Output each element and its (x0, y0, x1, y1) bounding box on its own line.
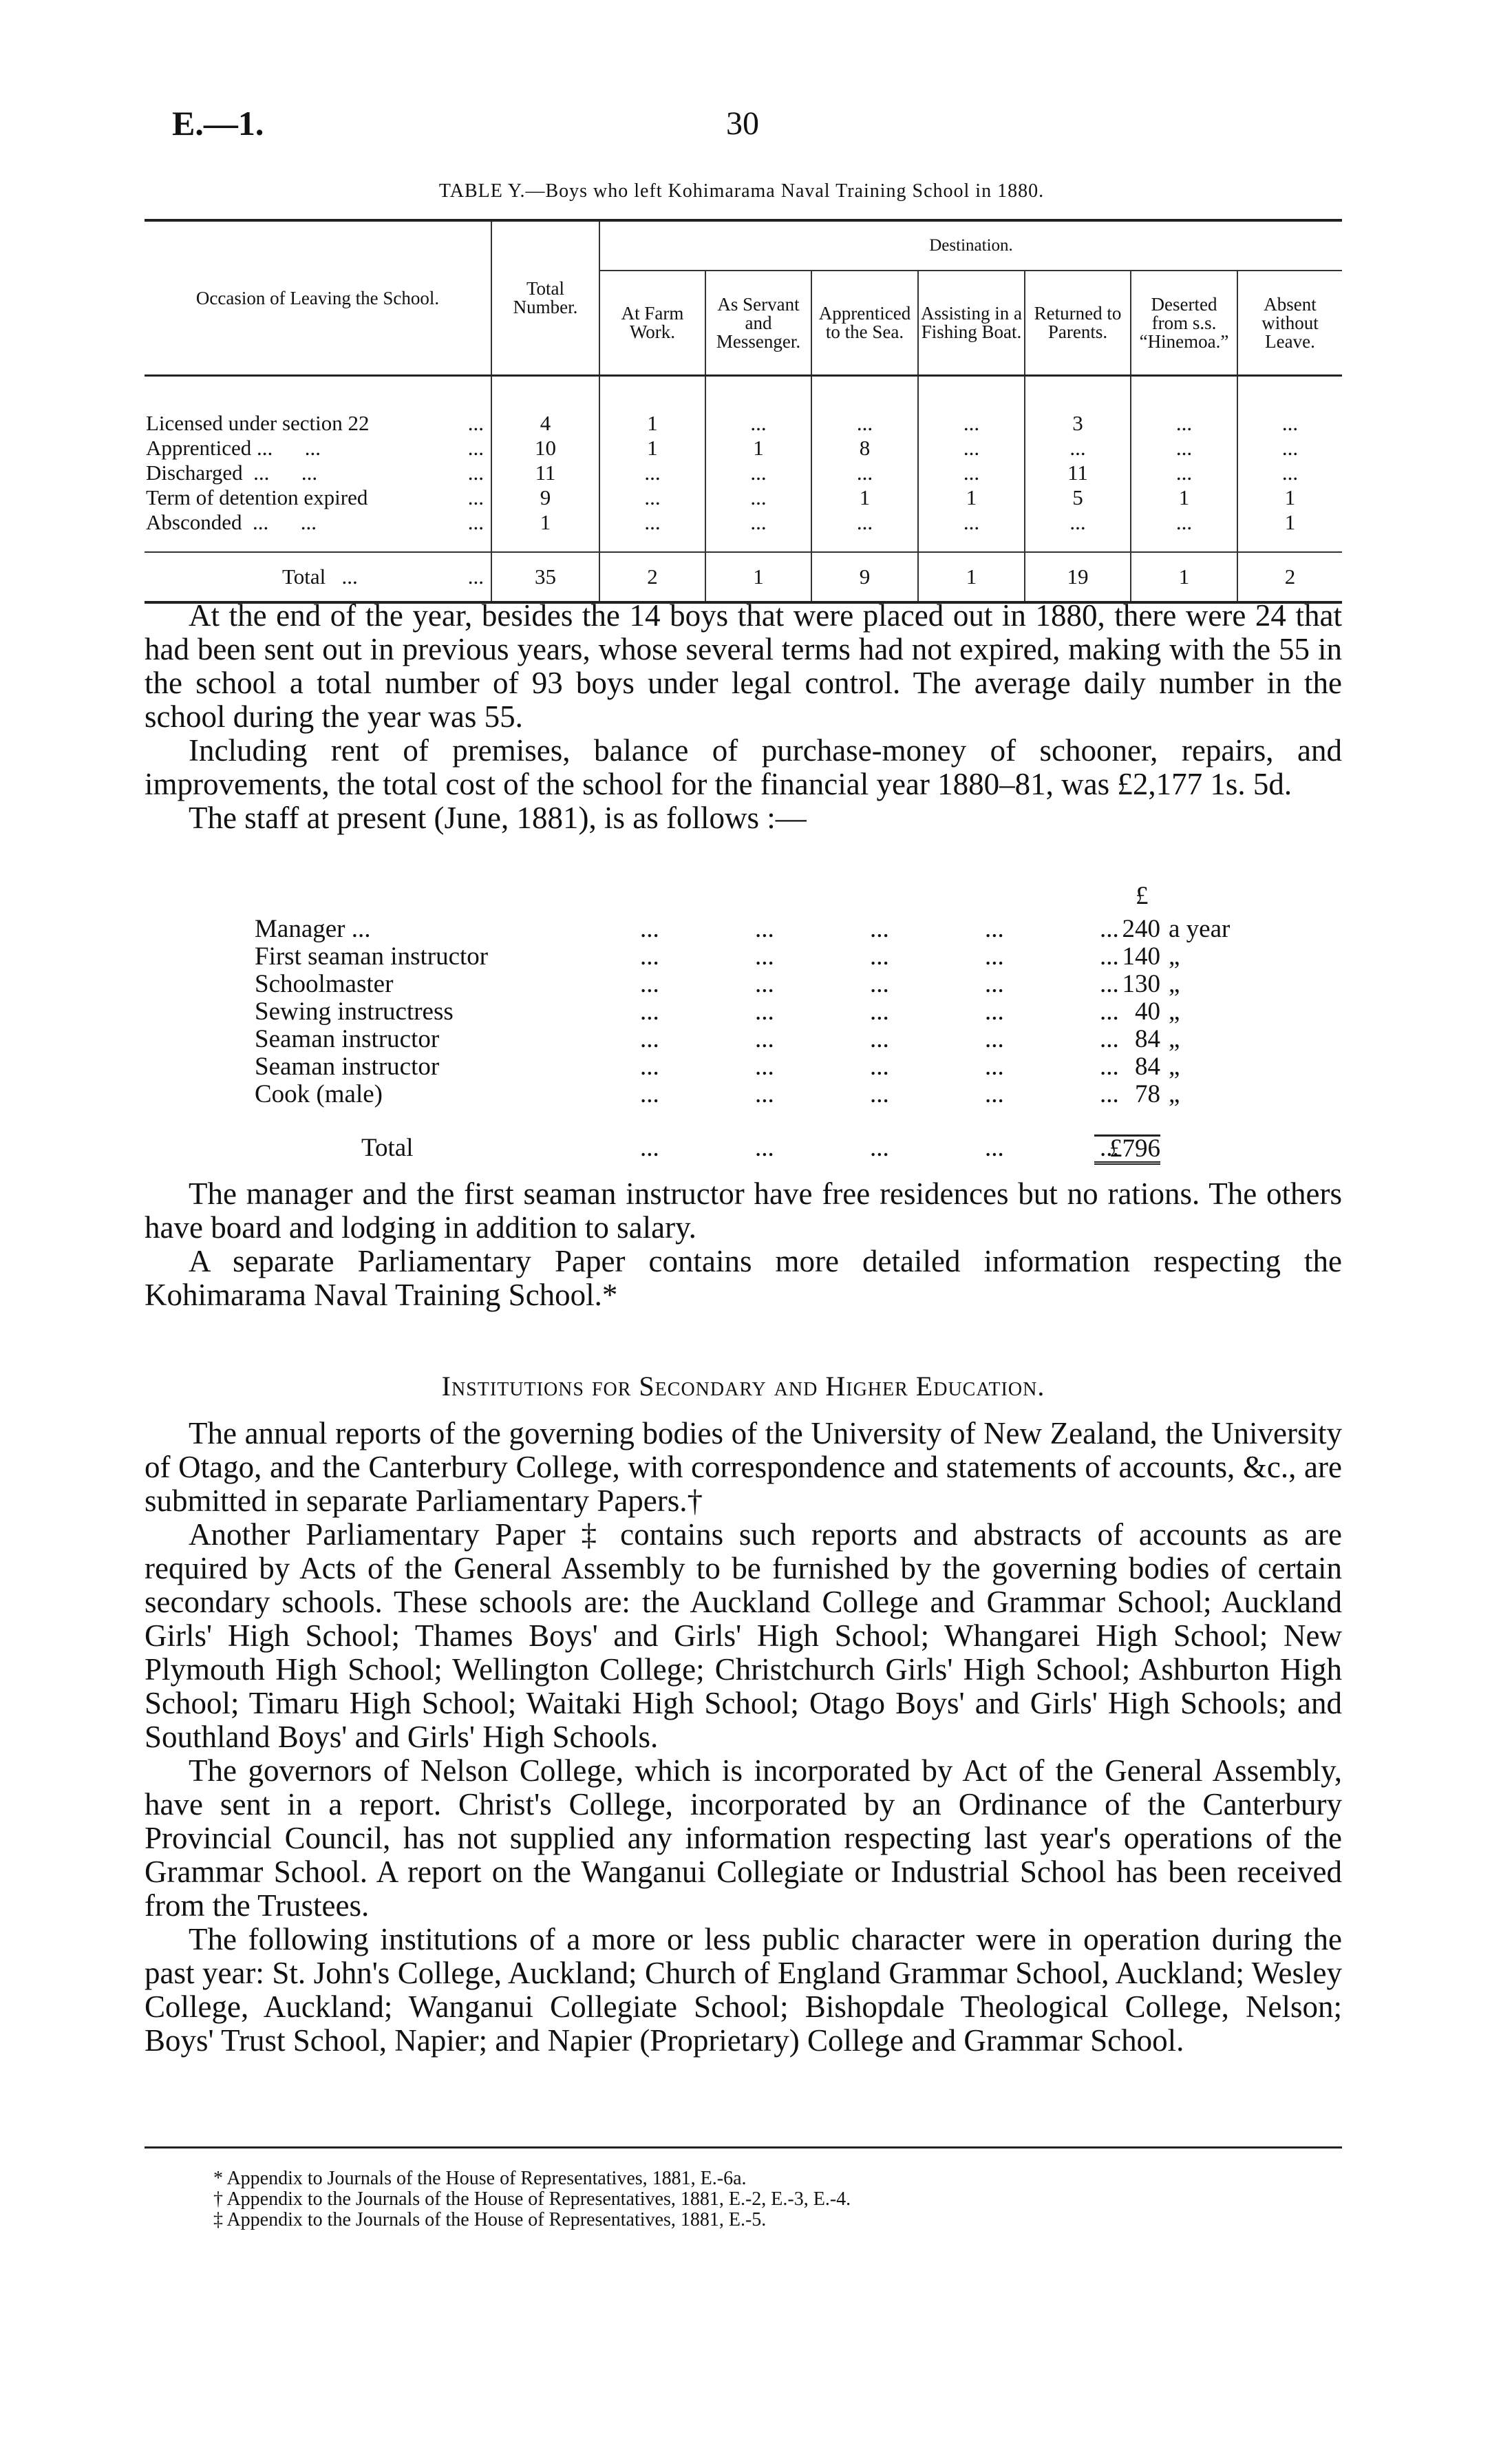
staff-salary: 40 (1135, 997, 1160, 1026)
section-heading: Institutions for Secondary and Higher Education. (441, 1371, 1045, 1402)
table-cell: ... (705, 510, 811, 552)
staff-salary: 140 (1122, 942, 1160, 971)
leader-dots: ... ... ... ... ... (640, 1080, 1119, 1108)
header-destination-col: Returned to Parents. (1025, 271, 1131, 376)
leader-dots: ... ... ... ... ... (640, 942, 1119, 971)
table-cell: ... (1025, 436, 1131, 461)
table-cell: 1 (599, 436, 705, 461)
table-cell: ... (1025, 510, 1131, 552)
row-label-cell (145, 436, 491, 461)
staff-role: Cook (male) (255, 1080, 383, 1108)
table-cell: 1 (599, 376, 705, 436)
header-destination-col: Absent without Leave. (1237, 271, 1342, 376)
row-label: Discharged ... ... (146, 461, 318, 485)
paragraphs-staff-notes (145, 1177, 1342, 1312)
staff-role: Manager ... (255, 915, 371, 943)
table-cell: ... (918, 436, 1025, 461)
table-cell: ... (705, 461, 811, 485)
table-cell: ... (599, 510, 705, 552)
staff-total-amount: £796 (1094, 1134, 1160, 1165)
currency-symbol: £ (1136, 882, 1149, 910)
table-cell: 1 (491, 510, 599, 552)
table-cell: ... (1237, 436, 1342, 461)
row-label-cell (145, 461, 491, 485)
table-cell: 8 (811, 436, 918, 461)
total-cell: 1 (1131, 552, 1237, 602)
paragraph: The manager and the first seaman instructor have free residences but no rations. The others have board and lodging in addition to salary. (145, 1176, 1342, 1245)
table-title: TABLE Y.—Boys who left Kohimarama Naval Training School in 1880. (438, 180, 1045, 202)
table-cell: ... (1237, 461, 1342, 485)
row-label: Term of detention expired (146, 485, 368, 509)
header-destination-col: Deserted from s.s. “Hinemoa.” (1131, 271, 1237, 376)
salary-unit: „ (1169, 1025, 1180, 1053)
staff-row (255, 971, 1232, 998)
table-cell: 4 (491, 376, 599, 436)
salary-unit: „ (1169, 1080, 1180, 1108)
staff-role: Schoolmaster (255, 970, 394, 998)
staff-salary: 84 (1135, 1053, 1160, 1081)
leader-dots: ... ... ... ... ... (640, 1025, 1119, 1053)
row-label: Absconded ... ... (146, 510, 317, 534)
leader-dots: ... (467, 564, 484, 589)
table-row (145, 485, 1342, 510)
leader-dots: ... (467, 485, 484, 509)
total-cell: 9 (811, 552, 918, 602)
paragraph: A separate Parliamentary Paper contains more detailed information respecting the Kohimarama Naval Training School.* (145, 1244, 1342, 1312)
total-cell: 35 (491, 552, 599, 602)
row-label-cell (145, 485, 491, 510)
row-label-cell (145, 510, 491, 552)
total-cell: 1 (918, 552, 1025, 602)
paragraph: Another Parliamentary Paper ‡ contains such reports and abstracts of accounts as are required by Acts of the General Assembly to be furnished by the governing bodies of certain secondary schools. These schools are: the Auckland College and Grammar School; Auckland Girls' High School; Thames Boys' and Girls' High School; Whangarei High School; New Plymouth High School; Wellington College; Christchurch Girls' High School; Ashburton High School; Timaru High School; Waitaki High School; Otago Boys' and Girls' High Schools; and Southland Boys' and Girls' High Schools. (145, 1517, 1342, 1754)
table-cell: ... (918, 376, 1025, 436)
table-cell: ... (705, 485, 811, 510)
table-row (145, 461, 1342, 485)
table-cell: ... (811, 376, 918, 436)
table-cell: 1 (705, 436, 811, 461)
boys-left-table (145, 219, 1342, 604)
page-number: 30 (726, 105, 759, 142)
document-reference: E.—1. (172, 104, 264, 142)
staff-row (255, 916, 1232, 943)
leader-dots: ... ... ... ... ... (640, 1134, 1119, 1162)
footnote: * Appendix to Journals of the House of Representatives, 1881, E.-6a. (213, 2168, 747, 2189)
table-cell: ... (811, 510, 918, 552)
header-destination-col: As Servant and Messenger. (705, 271, 811, 376)
salary-unit: „ (1169, 970, 1180, 998)
leader-dots: ... (467, 411, 484, 435)
total-cell: 2 (599, 552, 705, 602)
table-cell: ... (811, 461, 918, 485)
total-label: Total ... (282, 564, 358, 589)
paragraph: The following institutions of a more or less public character were in operation during the past year: St. John's College, Auckland; Church of England Grammar School, Auckland; Wesley College, Auckland; Wanganui Collegiate School; Bishopdale Theological College, Nelson; Boys' Trust School, Napier; and Napier (Proprietary) College and Grammar School. (145, 1922, 1342, 2058)
salary-unit: „ (1169, 1053, 1180, 1081)
table-cell: 9 (491, 485, 599, 510)
table-row (145, 436, 1342, 461)
footnotes (213, 2168, 851, 2230)
paragraph: At the end of the year, besides the 14 boys that were placed out in 1880, there were 24 that had been sent out in previous years, whose several terms had not expired, making with the 55 in the school a total number of 93 boys under legal control. The average daily number in the school during the year was 55. (145, 598, 1342, 734)
header-occasion: Occasion of Leaving the School. (195, 287, 440, 308)
table-cell: 1 (1237, 485, 1342, 510)
staff-total-label: Total (361, 1134, 414, 1162)
table-cell: 5 (1025, 485, 1131, 510)
table-cell: ... (705, 376, 811, 436)
header-total-number: Total Number. (491, 220, 599, 376)
salary-unit: „ (1169, 997, 1180, 1026)
staff-role: Seaman instructor (255, 1053, 440, 1081)
staff-salary: 78 (1135, 1080, 1160, 1108)
total-cell: 2 (1237, 552, 1342, 602)
staff-row (255, 1026, 1232, 1053)
table-row (145, 510, 1342, 552)
staff-row (255, 1081, 1232, 1108)
paragraph: The governors of Nelson College, which is incorporated by Act of the General Assembly, have sent in a report. Christ's College, incorporated by an Ordinance of the Canterbury Provincial Council, has not supplied any information respecting last year's operations of the Grammar School. A report on the Wanganui Collegiate or Industrial School has been received from the Trustees. (145, 1753, 1342, 1923)
total-row (145, 552, 1342, 602)
paragraphs-naval-school (145, 599, 1342, 835)
total-cell: 1 (705, 552, 811, 602)
staff-total-row (255, 1134, 1232, 1162)
table-cell: 11 (491, 461, 599, 485)
table-cell: 1 (1237, 510, 1342, 552)
table-cell: ... (1131, 510, 1237, 552)
table-cell: 1 (918, 485, 1025, 510)
table-cell: ... (1131, 436, 1237, 461)
table-cell: ... (918, 461, 1025, 485)
staff-salary: 130 (1122, 970, 1160, 998)
total-cell: 19 (1025, 552, 1131, 602)
staff-row (255, 943, 1232, 971)
table-cell: ... (599, 485, 705, 510)
staff-role: First seaman instructor (255, 942, 489, 971)
row-label: Apprenticed ... ... (146, 436, 321, 460)
staff-role: Seaman instructor (255, 1025, 440, 1053)
leader-dots: ... (467, 510, 484, 534)
header-destination: Destination. (599, 220, 1342, 271)
header-destination-col: Assisting in a Fishing Boat. (918, 271, 1025, 376)
salary-unit: „ (1169, 942, 1180, 971)
table-cell: ... (1131, 461, 1237, 485)
staff-salary: 84 (1135, 1025, 1160, 1053)
leader-dots: ... ... ... ... ... (640, 915, 1119, 943)
table-cell: ... (1237, 376, 1342, 436)
salary-unit: a year (1169, 915, 1231, 943)
row-label: Licensed under section 22 (146, 411, 370, 435)
paragraph: The staff at present (June, 1881), is as follows :— (189, 801, 807, 835)
leader-dots: ... ... ... ... ... (640, 997, 1119, 1026)
header-destination-col: At Farm Work. (599, 271, 705, 376)
paragraphs-secondary-education (145, 1417, 1342, 2058)
staff-role: Sewing instructress (255, 997, 454, 1026)
staff-row (255, 1053, 1232, 1081)
footnote-divider (145, 2146, 1342, 2148)
table-cell: 11 (1025, 461, 1131, 485)
leader-dots: ... ... ... ... ... (640, 1053, 1119, 1081)
table-cell: ... (599, 461, 705, 485)
leader-dots: ... ... ... ... ... (640, 970, 1119, 998)
table-cell: 1 (811, 485, 918, 510)
table-cell: 1 (1131, 485, 1237, 510)
leader-dots: ... (467, 461, 484, 485)
table-cell: ... (918, 510, 1025, 552)
row-label-cell (145, 376, 491, 436)
table-cell: ... (1131, 376, 1237, 436)
leader-dots: ... (467, 436, 484, 460)
footnote: † Appendix to the Journals of the House of Representatives, 1881, E.-2, E.-3, E.-4. (213, 2188, 851, 2210)
table-cell: 3 (1025, 376, 1131, 436)
staff-row (255, 998, 1232, 1026)
footnote: ‡ Appendix to the Journals of the House of Representatives, 1881, E.-5. (213, 2209, 767, 2230)
table-cell: 10 (491, 436, 599, 461)
total-label-cell (145, 552, 491, 602)
table-row (145, 376, 1342, 436)
staff-salary: 240 (1122, 915, 1160, 943)
paragraph: The annual reports of the governing bodies of the University of New Zealand, the University of Otago, and the Canterbury College, with correspondence and statements of accounts, &c., are submitted in separate Parliamentary Papers.† (145, 1416, 1342, 1518)
header-destination-col: Apprenticed to the Sea. (811, 271, 918, 376)
paragraph: Including rent of premises, balance of purchase-money of schooner, repairs, and improvements, the total cost of the school for the financial year 1880–81, was £2,177 1s. 5d. (145, 733, 1342, 801)
